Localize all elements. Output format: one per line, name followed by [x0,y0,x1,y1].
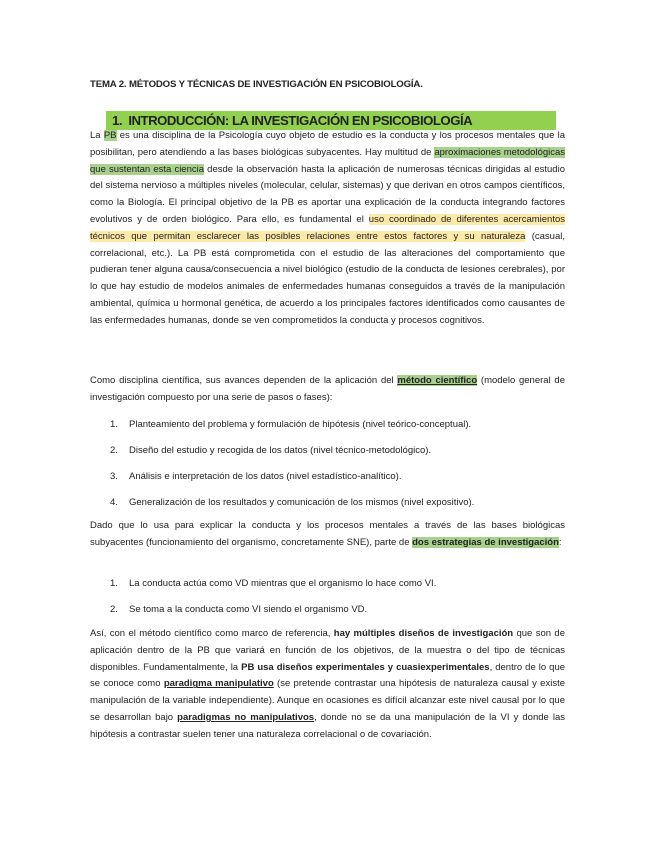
highlight-dos-estrategias: dos estrategias de investigación [412,536,559,548]
list-fases [110,417,560,521]
paragraph-disenos: Así, con el método científico como marco de referencia, hay múltiples diseños de investigación que son de aplicación dentro de la PB que variará en función de los objetivos, de la muestra o del tipo de técnicas disponibles. Fundamentalmente, la PB usa diseños experimentales y cuasiexperimentales, dentro de lo que se conoce como paradigma manipulativo (se pretende contrastar una hipótesis de naturaleza causal y existe manipulación de la variable independiente). Aunque en ocasiones es difícil alcanzar este nivel causal por lo que se desarrollan bajo paradigmas no manipulativos, donde no se da una manipulación de la VI y donde las hipótesis a contrastar suelen tener una naturaleza correlacional o de covariación. [90,628,566,740]
list-estrategias [110,576,560,628]
paragraph-metodo: Como disciplina científica, sus avances dependen de la aplicación del método científico (modelo general de investigación compuesto por una serie de pasos o fases): [90,375,565,403]
bold-paradigmas-no-manipulativos: paradigmas no manipulativos [177,711,315,723]
highlight-metodo-cientifico: método científico [397,375,478,386]
list-item: 2. Diseño del estudio y recogida de los datos (nivel técnico-metodológico). [110,445,432,456]
list-item: 4. Generalización de los resultados y comunicación de los mismos (nivel expositivo). [110,497,475,508]
bold-paradigma-manipulativo: paradigma manipulativo [163,678,274,690]
highlight-pb: PB [103,130,117,141]
bold-pb-disenos: PB usa diseños experimentales y cuasiexperimentales [241,661,490,673]
paragraph-estrategias: Dado que lo usa para explicar la conducta y los procesos mentales a través de las bases biológicas subyacentes (funcionamiento del organismo, concretamente SNE), parte de dos estrategias de investigación: [90,520,565,548]
list-item: 1. La conducta actúa como VD mientras que el organismo lo hace como VI. [110,578,437,589]
list-item: 1. Planteamiento del problema y formulación de hipótesis (nivel teórico-conceptual). [110,419,472,430]
highlight-uso-coordinado: uso coordinado de diferentes acercamientos técnicos que permitan esclarecer las posibles relaciones entre estos factores y su naturaleza [90,213,565,242]
highlight-aproximaciones: aproximaciones metodológicas que sustentan esta ciencia [90,146,565,175]
bold-multiples-disenos: hay múltiples diseños de investigación [333,628,514,639]
section-heading-text: 1. INTRODUCCIÓN: LA INVESTIGACIÓN EN PSICOBIOLOGÍA [112,113,473,128]
document-title: TEMA 2. MÉTODOS Y TÉCNICAS DE INVESTIGACIÓN EN PSICOBIOLOGÍA. [90,79,423,90]
list-item: 3. Análisis e interpretación de los datos (nivel estadístico-analítico). [110,471,402,482]
list-item: 2. Se toma a la conducta como VI siendo el organismo VD. [110,604,368,615]
paragraph-intro: La PB es una disciplina de la Psicología cuyo objeto de estudio es la conducta y los procesos mentales que la posibilitan, pero atendiendo a las bases biológicas subyacentes. Hay multitud de aproximaciones metodológicas que sustentan esta ciencia desde la observación hasta la aplicación de numerosas técnicas dirigidas al estudio del sistema nervioso a múltiples niveles (molecular, celular, sistemas) y que derivan en otros campos científicos, como la Biología. El principal objetivo de la PB es aportar una explicación de la conducta integrando factores evolutivos y de orden biológico. Para ello, es fundamental el uso coordinado de diferentes acercamientos técnicos que permitan esclarecer las posibles relaciones entre estos factores y su naturaleza (casual, correlacional, etc.). La PB está comprometida con el estudio de las alteraciones del comportamiento que pudieran tener alguna causa/consecuencia a nivel biológico (estudio de la conducta de lesiones cerebrales), por lo que hay estudio de modelos animales de enfermedades humanas conseguidos a través de la manipulación ambiental, química u hormonal genética, de acuerdo a los principales factores identificados como causantes de las enfermedades humanas, donde se ven comprometidos la conducta y procesos cognitivos. [90,130,565,326]
